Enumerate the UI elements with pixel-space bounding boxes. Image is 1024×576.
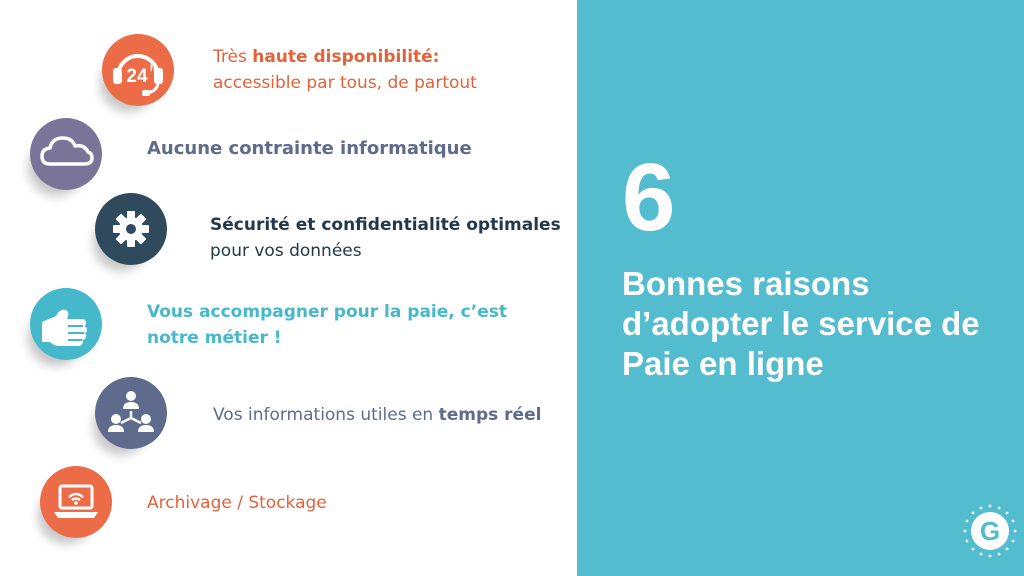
item-6-text: [147, 490, 327, 516]
item-1-bold: haute disponibilité:: [252, 47, 440, 67]
item-4-bold2: notre métier !: [147, 328, 282, 348]
reasons-count: 6: [622, 144, 676, 251]
item-3-line2: pour vos données: [210, 241, 362, 261]
item-2-text: [147, 136, 472, 162]
badge-24-text: 24: [126, 66, 148, 87]
headline-line-2: d’adopter le service de: [622, 305, 980, 342]
g-logo-icon: [962, 503, 1018, 559]
headline-line-3: Paie en ligne: [622, 345, 824, 382]
network-people-icon: [95, 377, 167, 449]
badge-h-text: h: [150, 63, 156, 73]
cloud-icon: [30, 118, 102, 190]
item-4-bold1: Vous accompagner pour la paie, c’est: [147, 302, 507, 322]
item-1-text: [213, 44, 477, 96]
item-6-label: Archivage / Stockage: [147, 493, 327, 513]
thumbs-up-icon: [30, 288, 102, 360]
item-3-bold: Sécurité et confidentialité optimales: [210, 215, 561, 235]
laptop-wifi-icon: [40, 466, 112, 538]
item-5-bold: temps réel: [438, 405, 542, 425]
item-3-text: [210, 212, 561, 264]
item-5-pre: Vos informations utiles en: [213, 405, 439, 425]
item-4-text: [147, 299, 507, 351]
item-5-text: [213, 402, 541, 428]
item-1-line2: accessible par tous, de partout: [213, 73, 477, 93]
item-1-pre: Très: [213, 47, 253, 67]
item-2-bold: Aucune contrainte informatique: [147, 138, 472, 159]
panel-headline: [622, 264, 1012, 384]
logo-letter: G: [979, 516, 1001, 546]
headline-line-1: Bonnes raisons: [622, 265, 870, 302]
gear-icon: [95, 193, 167, 265]
24h-headset-icon: [102, 34, 174, 106]
